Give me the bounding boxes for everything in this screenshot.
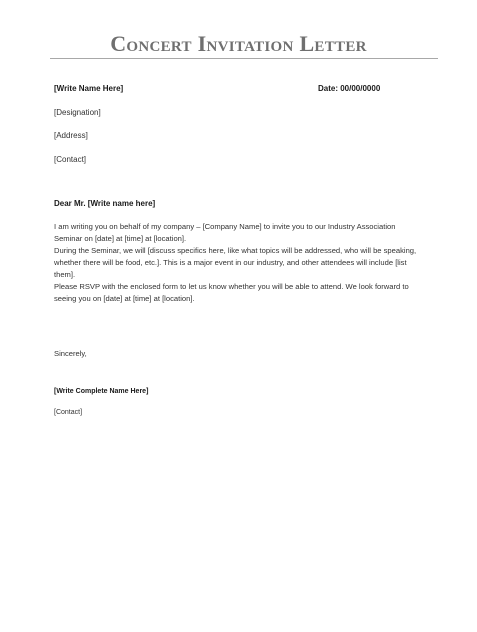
letter-body — [54, 221, 424, 305]
salutation: Dear Mr. [Write name here] — [54, 199, 156, 208]
closing: Sincerely, — [54, 349, 87, 358]
sender-name: [Write Name Here] — [54, 84, 124, 93]
letter-title: Concert Invitation Letter — [110, 31, 367, 56]
body-paragraph: During the Seminar, we will [discuss specifics here, like what topics will be addressed, who will be speaking, whether there will be food, etc.]. This is a major event in our industry, and other attendees will include [list them]. — [54, 246, 417, 279]
title-divider — [50, 58, 438, 59]
letter-date: Date: 00/00/0000 — [318, 84, 381, 93]
body-paragraph: Please RSVP with the enclosed form to let us know whether you will be able to attend. We look forward to seeing you on [date] at [time] at [location]. — [54, 282, 409, 303]
sender-address: [Address] — [54, 131, 88, 140]
sender-designation: [Designation] — [54, 108, 101, 117]
body-paragraph: I am writing you on behalf of my company – [Company Name] to invite you to our Industry Association Seminar on [date] at [time] at [location]. — [54, 222, 396, 243]
signature-name: [Write Complete Name Here] — [54, 388, 149, 395]
signature-contact: [Contact] — [54, 409, 83, 416]
sender-contact: [Contact] — [54, 155, 87, 164]
